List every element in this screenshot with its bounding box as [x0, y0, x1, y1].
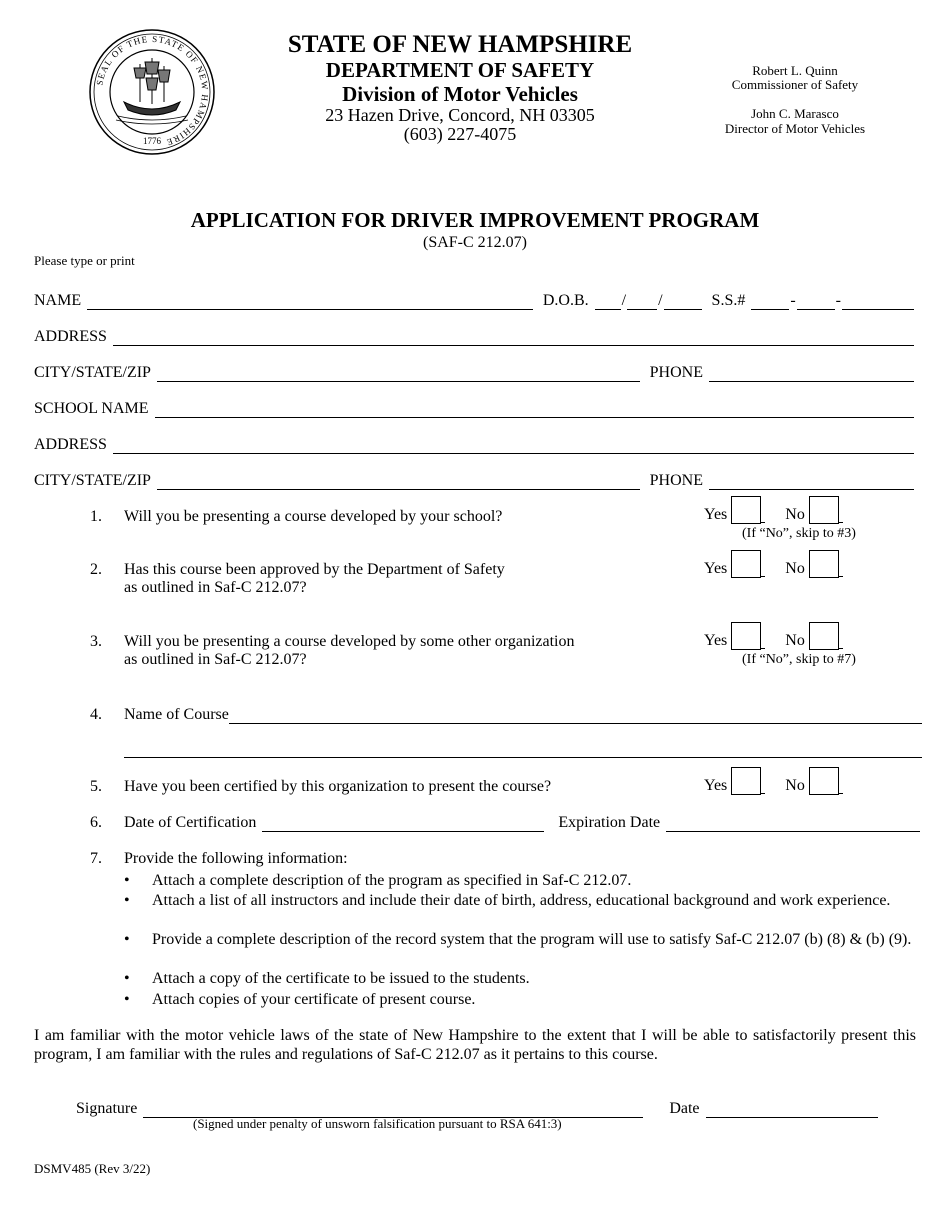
school-address-field[interactable]	[113, 437, 914, 454]
attachment-item: • Attach copies of your certificate of present course.	[124, 990, 916, 1009]
question-5-no-label: No	[785, 777, 805, 794]
attachment-text: Attach copies of your certificate of present course.	[152, 991, 476, 1008]
dob-year-field[interactable]	[664, 293, 702, 310]
header-department: DEPARTMENT OF SAFETY	[325, 58, 595, 82]
attachment-item: • Attach a copy of the certificate to be issued to the students.	[124, 969, 916, 988]
state-seal-logo	[88, 28, 216, 156]
question-6-number: 6.	[90, 814, 102, 831]
name-label: NAME	[34, 292, 82, 309]
svg-text:1776: 1776	[143, 136, 161, 146]
attachment-text: Provide a complete description of the record system that the program will use to satisfy Saf-C 212.07 (b) (8) & (b) (9).	[152, 931, 912, 948]
attachment-text: Attach a list of all instructors and include their date of birth, address, educational background and work experience.	[152, 892, 891, 909]
ssn-part1-field[interactable]	[751, 293, 789, 310]
question-3-text-line1: Will you be presenting a course developed by some other organization	[124, 633, 575, 650]
name-field[interactable]	[87, 293, 533, 310]
question-2-options	[704, 550, 843, 578]
question-5-yes-checkbox[interactable]	[731, 767, 761, 795]
expiration-date-field[interactable]	[666, 815, 920, 832]
question-3-text-line2: as outlined in Saf-C 212.07?	[124, 651, 307, 668]
dob-month-field[interactable]	[595, 293, 621, 310]
phone-label: PHONE	[649, 364, 703, 381]
question-1-text: Will you be presenting a course developed by your school?	[124, 508, 503, 525]
date-label: Date	[669, 1100, 700, 1117]
question-5-number: 5.	[90, 778, 102, 795]
school-name-label: SCHOOL NAME	[34, 400, 149, 417]
header-division: Division of Motor Vehicles	[342, 82, 578, 106]
address-label: ADDRESS	[34, 328, 107, 345]
dob-day-field[interactable]	[627, 293, 657, 310]
ssn-part3-field[interactable]	[842, 293, 914, 310]
question-3-yes-label: Yes	[704, 632, 728, 649]
svg-text:SEAL OF THE STATE OF NEW HAMPS: SEAL OF THE STATE OF NEW HAMPSHIRE	[94, 33, 211, 148]
question-1-options	[704, 496, 843, 524]
date-field[interactable]	[706, 1101, 878, 1118]
question-1-yes-checkbox[interactable]	[731, 496, 761, 524]
attachment-text: Attach a copy of the certificate to be issued to the students.	[152, 970, 530, 987]
question-5-yes-label: Yes	[704, 777, 728, 794]
form-number: DSMV485 (Rev 3/22)	[34, 1161, 151, 1176]
school-city-state-zip-label: CITY/STATE/ZIP	[34, 472, 151, 489]
school-name-field[interactable]	[155, 401, 914, 418]
commissioner-name: Robert L. Quinn	[752, 63, 838, 78]
question-2-no-label: No	[785, 560, 805, 577]
question-1-number: 1.	[90, 508, 102, 525]
certification-date-field[interactable]	[262, 815, 544, 832]
question-3-options	[704, 622, 843, 650]
question-5-text: Have you been certified by this organization to present the course?	[124, 778, 552, 795]
question-2-number: 2.	[90, 561, 102, 578]
city-row	[34, 360, 914, 382]
header-phone: (603) 227-4075	[403, 124, 517, 144]
question-7-number: 7.	[90, 850, 102, 867]
header-state: STATE OF NEW HAMPSHIRE	[287, 31, 633, 58]
name-row: NAME D.O.B. / / S.S.# - -	[34, 288, 914, 310]
question-3-skip-note: (If “No”, skip to #7)	[742, 652, 856, 667]
ssn-part2-field[interactable]	[797, 293, 835, 310]
signature-label: Signature	[76, 1100, 138, 1117]
course-name-row	[124, 702, 922, 724]
question-2-yes-label: Yes	[704, 560, 728, 577]
question-1-yes-label: Yes	[704, 506, 728, 523]
address-row	[34, 324, 914, 346]
question-3-yes-checkbox[interactable]	[731, 622, 761, 650]
address-field[interactable]	[113, 329, 914, 346]
question-1-skip-note: (If “No”, skip to #3)	[742, 526, 856, 541]
course-name-field[interactable]	[229, 707, 922, 724]
question-3-no-checkbox[interactable]	[809, 622, 839, 650]
attachment-item: • Attach a complete description of the program as specified in Saf-C 212.07.	[124, 871, 916, 890]
certification-statement: I am familiar with the motor vehicle laws of the state of New Hampshire to the extent that I will be able to satisfactorily present this program, I am familiar with the rules and regulations of Saf-C 212.07 as it pertains to this course.	[34, 1027, 916, 1063]
course-name-field-line2[interactable]	[124, 741, 922, 758]
course-name-row-2	[124, 736, 922, 758]
school-city-row	[34, 468, 914, 490]
attachment-item: • Provide a complete description of the record system that the program will use to satisfy Saf-C 212.07 (b) (8) & (b) (9).	[124, 930, 916, 949]
question-3-no-label: No	[785, 632, 805, 649]
form-instruction: Please type or print	[34, 253, 135, 268]
expiration-date-label: Expiration Date	[558, 814, 661, 831]
question-7-intro: Provide the following information:	[124, 850, 348, 867]
school-phone-field[interactable]	[709, 473, 914, 490]
form-reference: (SAF-C 212.07)	[422, 234, 527, 251]
question-4-number: 4.	[90, 706, 102, 723]
certification-date-label: Date of Certification	[124, 814, 257, 831]
ssn-label: S.S.#	[711, 292, 746, 309]
signature-caption: (Signed under penalty of unsworn falsification pursuant to RSA 641:3)	[193, 1116, 562, 1131]
attachment-item: • Attach a list of all instructors and include their date of birth, address, educational background and work experience.	[124, 891, 916, 910]
director-name: John C. Marasco	[751, 106, 839, 121]
director-title: Director of Motor Vehicles	[724, 121, 866, 136]
question-2-no-checkbox[interactable]	[809, 550, 839, 578]
phone-field[interactable]	[709, 365, 914, 382]
city-state-zip-field[interactable]	[157, 365, 640, 382]
question-5-options	[704, 767, 843, 795]
school-address-row	[34, 432, 914, 454]
commissioner-title: Commissioner of Safety	[731, 77, 859, 92]
question-2-text-line2: as outlined in Saf-C 212.07?	[124, 579, 307, 596]
school-name-row	[34, 396, 914, 418]
question-3-number: 3.	[90, 633, 102, 650]
course-name-label: Name of Course	[124, 706, 229, 723]
school-phone-label: PHONE	[649, 472, 703, 489]
school-city-state-zip-field[interactable]	[157, 473, 640, 490]
form-title: APPLICATION FOR DRIVER IMPROVEMENT PROGRAM	[190, 208, 760, 232]
question-2-text-line1: Has this course been approved by the Department of Safety	[124, 561, 505, 578]
city-state-zip-label: CITY/STATE/ZIP	[34, 364, 151, 381]
question-1-no-checkbox[interactable]	[809, 496, 839, 524]
certification-row	[124, 810, 920, 832]
attachment-text: Attach a complete description of the program as specified in Saf-C 212.07.	[152, 872, 632, 889]
header-address: 23 Hazen Drive, Concord, NH 03305	[325, 105, 595, 125]
signature-row	[76, 1096, 878, 1118]
school-address-label: ADDRESS	[34, 436, 107, 453]
question-5-no-checkbox[interactable]	[809, 767, 839, 795]
question-1-no-label: No	[785, 506, 805, 523]
dob-label: D.O.B.	[542, 292, 589, 309]
question-2-yes-checkbox[interactable]	[731, 550, 761, 578]
